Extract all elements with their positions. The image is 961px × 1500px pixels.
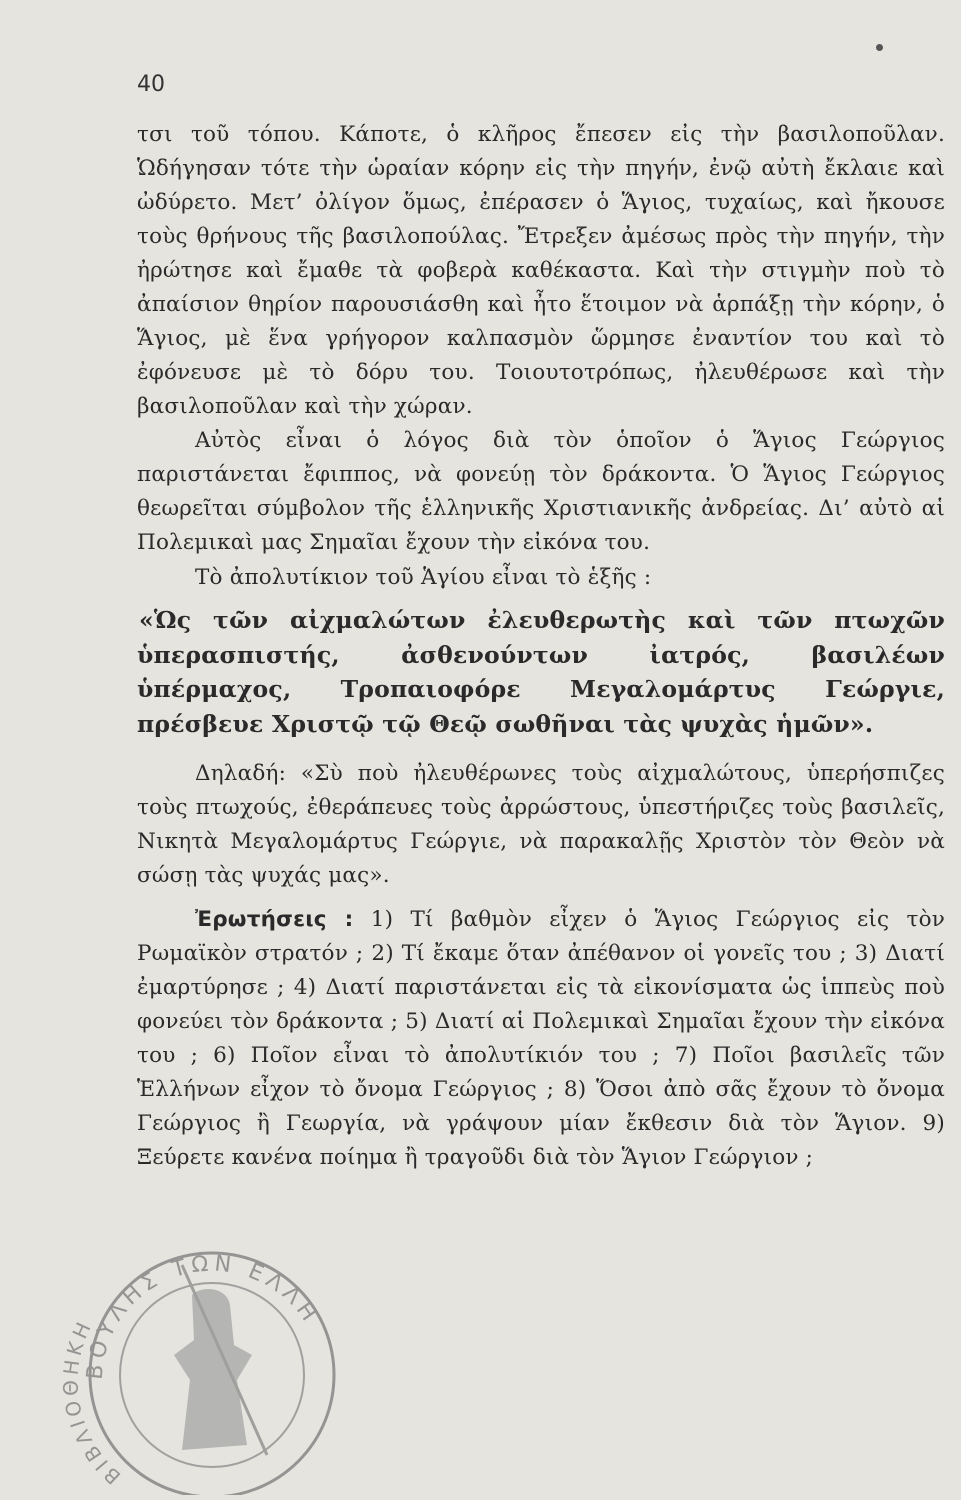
paragraph-story-ending (137, 118, 945, 424)
stamp-top-text: ΒΟΥΛΗΣ ΤΩΝ ΕΛΛΗ (82, 1251, 324, 1381)
paragraph-text: Τὸ ἀπολυτίκιον τοῦ Ἁγίου εἶναι τὸ ἑξῆς : (195, 565, 652, 590)
paragraph-text: Δηλαδή: «Σὺ ποὺ ἠλευθέρωνες τοὺς αἰχμαλώτους, ὑπερήσπιζες τοὺς πτωχούς, ἐθεράπευες τοὺς ἀρρώστους, ὑπεστήριζες τοὺς βασιλεῖς, Νικητὰ Μεγαλομάρτυς Γεώργιε, νὰ παρακαλῇς Χριστὸν τὸν Θεὸν νὰ σώσῃ τὰς ψυχάς μας». (137, 761, 945, 888)
apolytikion-hymn (137, 603, 945, 741)
questions-section (137, 903, 945, 1175)
questions-paragraph (137, 903, 945, 1175)
paragraph-text: Αὐτὸς εἶναι ὁ λόγος διὰ τὸν ὁποῖον ὁ Ἅγιος Γεώργιος παριστάνεται ἔφιππος, νὰ φονεύῃ τὸν δράκοντα. Ὁ Ἅγιος Γεώργιος θεωρεῖται σύμβολον τῆς ἑλληνικῆς Χριστιανικῆς ἀνδρείας. Δι’ αὐτὸ αἱ Πολεμικαὶ μας Σημαῖαι ἔχουν τὴν εἰκόνα του. (137, 428, 945, 555)
page-number: 40 (137, 72, 165, 97)
hymn-text: «Ὡς τῶν αἰχμαλώτων ἐλευθερωτὴς καὶ τῶν πτωχῶν ὑπερασπιστής, ἀσθενούντων ἰατρός, βασιλέων ὑπέρμαχος, Τροπαιοφόρε Μεγαλομάρτυς Γεώργιε, πρέσβευε Χριστῷ τῷ Θεῷ σωθῆναι τὰς ψυχὰς ἡμῶν». (137, 606, 945, 738)
paragraph-symbol (137, 424, 945, 560)
questions-text: 1) Τί βαθμὸν εἶχεν ὁ Ἅγιος Γεώργιος εἰς τὸν Ρωμαϊκὸν στρατόν ; 2) Τί ἔκαμε ὅταν ἀπέθανον οἱ γονεῖς του ; 3) Διατί ἐμαρτύρησε ; 4) Διατί παριστάνεται εἰς τὰ εἰκονίσματα ὡς ἱππεὺς ποὺ φονεύει τὸν δράκοντα ; 5) Διατί αἱ Πολεμικαὶ Σημαῖαι ἔχουν τὴν εἰκόνα του ; 6) Ποῖον εἶναι τὸ ἀπολυτίκιόν του ; 7) Ποῖοι βασιλεῖς τῶν Ἑλλήνων εἶχον τὸ ὄνομα Γεώργιος ; 8) Ὅσοι ἀπὸ σᾶς ἔχουν τὸ ὄνομα Γεώργιος ἢ Γεωργία, νὰ γράψουν μίαν ἔκθεσιν διὰ τὸν Ἅγιον. 9) Ξεύρετε κανένα ποίημα ἢ τραγοῦδι διὰ τὸν Ἅγιον Γεώργιον ; (137, 907, 945, 1170)
library-stamp (62, 1205, 352, 1495)
paragraph-translation (137, 757, 945, 893)
stamp-left-text: ΒΙΒΛΙΟ ΚΗ (62, 1314, 126, 1490)
questions-label: Ἐρωτήσεις : (195, 907, 354, 932)
stamp-icon (62, 1205, 352, 1495)
ink-speck (876, 44, 883, 51)
paragraph-text: τσι τοῦ τόπου. Κάποτε, ὁ κλῆρος ἔπεσεν εἰς τὴν βασιλοποῦλαν. Ὡδήγησαν τότε τὴν ὡραίαν κόρην εἰς τὴν πηγήν, ἐνῷ αὐτὴ ἔκλαιε καὶ ὠδύρετο. Μετ’ ὀλίγον ὅμως, ἐπέρασεν ὁ Ἅγιος, τυχαίως, καὶ ἤκουσε τοὺς θρήνους τῆς βασιλοπούλας. Ἔτρεξεν ἀμέσως πρὸς τὴν πηγήν, τὴν ἠρώτησε καὶ ἔμαθε τὰ φοβερὰ καθέκαστα. Καὶ τὴν στιγμὴν ποὺ τὸ ἀπαίσιον θηρίον παρουσιάσθη καὶ ἦτο ἕτοιμον νὰ ἁρπάξῃ τὴν κόρην, ὁ Ἅγιος, μὲ ἕνα γρήγορον καλπασμὸν ὥρμησε ἐναντίον του καὶ τὸ ἐφόνευσε μὲ τὸ δόρυ του. Τοιουτοτρόπως, ἠλευθέρωσε καὶ τὴν βασιλοποῦλαν καὶ τὴν χώραν. (137, 122, 945, 419)
paragraph-apolytikion-intro (137, 561, 945, 595)
